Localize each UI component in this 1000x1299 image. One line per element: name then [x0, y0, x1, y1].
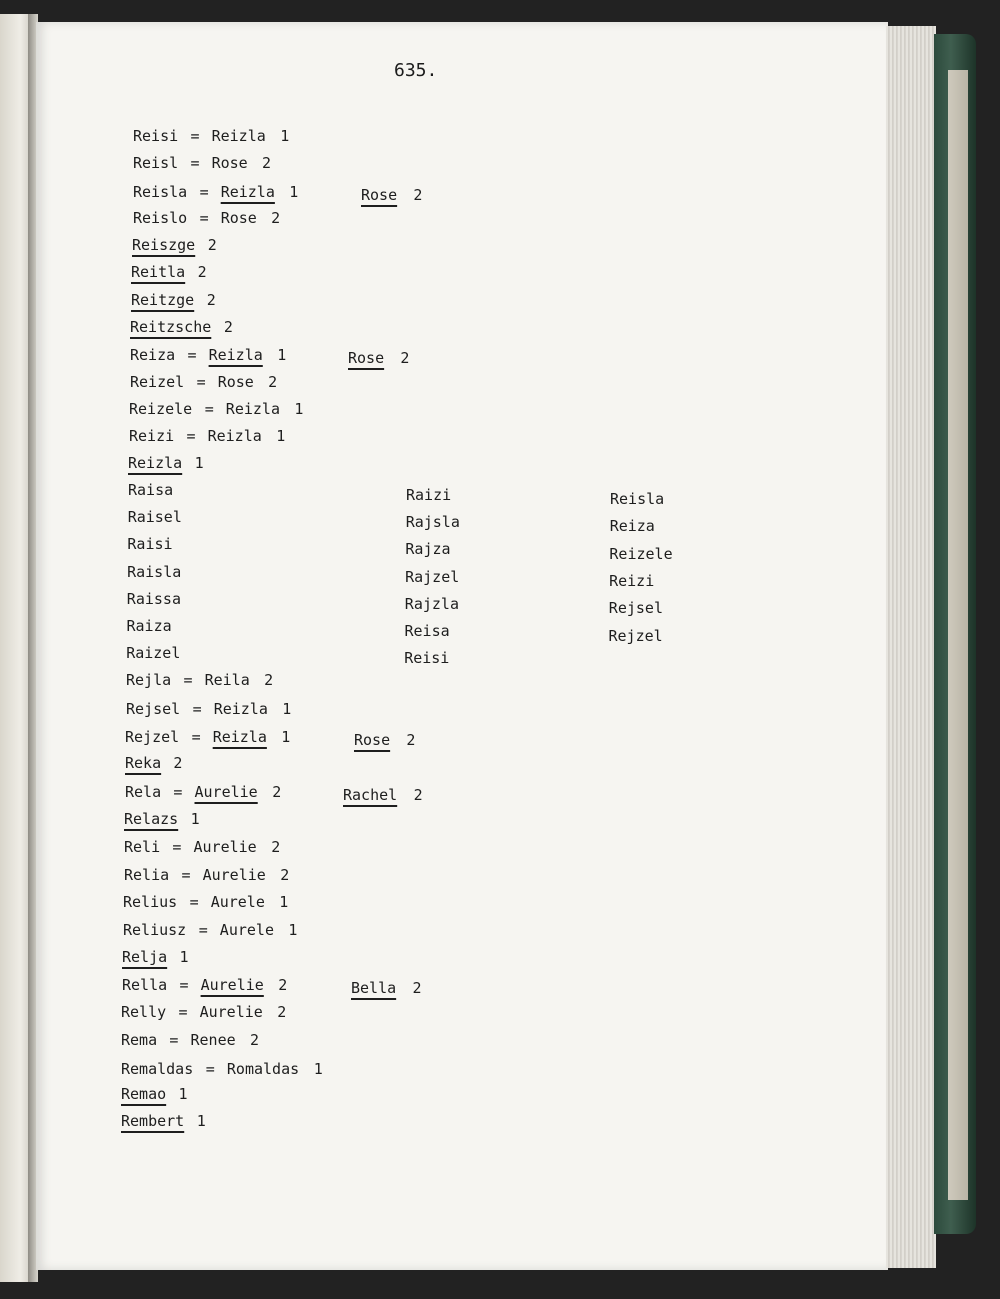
entry-reference: Rose [211, 154, 248, 172]
entry-alt [351, 978, 471, 1000]
entry-name: Relius [123, 893, 178, 911]
variant-name: Rejzel [608, 626, 663, 645]
entry-count: 2 [271, 209, 281, 227]
entry-count: 2 [264, 671, 274, 689]
entry-name: Reizi [129, 427, 175, 445]
entry-name: Relja [122, 948, 168, 966]
entry-reference: Reizla [211, 127, 266, 145]
entry-count: 2 [206, 291, 216, 309]
entry-reference: Renee [190, 1031, 236, 1049]
variant-name: Raizel [126, 644, 181, 663]
entry-alt-name: Rose [354, 731, 391, 749]
variant-name: Reizele [609, 544, 673, 563]
entry-name: Rembert [121, 1112, 185, 1130]
page-number: 635. [394, 60, 438, 81]
equals-sign: = [204, 400, 214, 418]
variant-name: Raisla [127, 562, 182, 581]
entry-name: Reliusz [123, 921, 187, 939]
equals-sign: = [191, 728, 201, 746]
entry-alt-count: 2 [400, 349, 410, 367]
entry-reference: Aurelie [193, 838, 257, 856]
entry-line [121, 1059, 441, 1081]
entry-name: Reli [124, 838, 161, 856]
equals-sign: = [181, 866, 191, 884]
entry-line [121, 1030, 441, 1052]
equals-sign: = [192, 700, 202, 718]
equals-sign: = [205, 1060, 215, 1078]
entry-line [132, 235, 452, 257]
entry-reference: Reizla [207, 427, 262, 445]
entry-count: 2 [268, 373, 278, 391]
entry-line [129, 426, 449, 448]
entry-line [129, 399, 449, 421]
entry-line [133, 126, 453, 148]
entry-count: 2 [271, 838, 281, 856]
entry-count: 1 [279, 893, 289, 911]
equals-sign: = [169, 1031, 179, 1049]
equals-sign: = [187, 346, 197, 364]
entry-line [125, 753, 445, 775]
entry-count: 2 [223, 318, 233, 336]
entry-reference: Romaldas [226, 1060, 300, 1078]
entry-line [123, 892, 443, 914]
entry-count: 2 [197, 263, 207, 281]
variant-name: Rejsel [608, 599, 663, 618]
entry-name: Rema [121, 1031, 158, 1049]
entry-count: 1 [276, 427, 286, 445]
variant-name: Rajzel [405, 567, 460, 586]
entry-line [123, 920, 443, 942]
entry-count: 1 [281, 728, 291, 746]
entry-line [122, 947, 442, 969]
entry-reference: Reizla [212, 728, 267, 746]
entry-reference: Rose [217, 373, 254, 391]
entry-line [131, 262, 451, 284]
entry-count: 1 [289, 183, 299, 201]
variant-name: Rajsla [405, 513, 460, 532]
variant-name: Raiza [126, 617, 172, 635]
entry-name: Reislo [133, 209, 188, 227]
entry-name: Reitzsche [130, 318, 212, 336]
entry-name: Relia [124, 866, 170, 884]
entry-reference: Aurele [219, 921, 274, 939]
entry-line [124, 865, 444, 887]
entry-alt-name: Rachel [343, 786, 398, 804]
entry-count: 1 [282, 700, 292, 718]
entry-line [131, 290, 451, 312]
entry-reference: Aurelie [200, 976, 264, 994]
entry-name: Reka [125, 754, 162, 772]
entry-count: 1 [288, 921, 298, 939]
equals-sign: = [199, 183, 209, 201]
entry-alt-count: 2 [413, 186, 423, 204]
entry-reference: Rose [220, 209, 257, 227]
entry-count: 1 [179, 948, 189, 966]
equals-sign: = [183, 671, 193, 689]
entry-count: 2 [272, 783, 282, 801]
entry-alt-name: Rose [348, 349, 385, 367]
entry-line [126, 670, 446, 692]
variant-name: Raisa [128, 481, 174, 499]
equals-sign: = [186, 427, 196, 445]
variant-name: Reiza [609, 517, 655, 536]
entry-name: Reisla [133, 183, 188, 201]
entry-reference: Aurelie [202, 866, 266, 884]
entry-name: Reisi [133, 127, 179, 145]
entry-alt [343, 785, 463, 807]
variant-name: Rajza [405, 540, 451, 559]
entry-count: 2 [250, 1031, 260, 1049]
entry-line [124, 809, 444, 831]
entry-name: Relly [121, 1003, 167, 1021]
equals-sign: = [173, 783, 183, 801]
entry-name: Reisl [133, 154, 179, 172]
entry-count: 2 [278, 976, 288, 994]
entry-alt-count: 2 [413, 786, 423, 804]
entry-count: 1 [178, 1085, 188, 1103]
entry-reference: Reila [204, 671, 250, 689]
variant-name: Reisa [404, 622, 450, 640]
entry-count: 2 [173, 754, 183, 772]
variant-name: Rajzla [404, 594, 459, 613]
entry-name: Reitzge [131, 291, 195, 309]
entry-reference: Aurelie [194, 783, 258, 801]
entry-line [124, 837, 444, 859]
entry-alt [354, 730, 474, 752]
entry-alt [348, 348, 468, 370]
entry-name: Reiszge [132, 236, 196, 254]
equals-sign: = [172, 838, 182, 856]
entry-count: 1 [313, 1060, 323, 1078]
entry-alt-count: 2 [412, 979, 422, 997]
entry-line [126, 699, 446, 721]
cover-board-edge [948, 70, 968, 1200]
entry-name: Reitla [131, 263, 186, 281]
entry-count: 2 [277, 1003, 287, 1021]
entry-count: 1 [196, 1112, 206, 1130]
equals-sign: = [178, 1003, 188, 1021]
entry-line [130, 372, 450, 394]
entry-alt-name: Bella [351, 979, 397, 997]
entry-line [121, 1002, 441, 1024]
entry-count: 1 [277, 346, 287, 364]
equals-sign: = [199, 209, 209, 227]
variant-name: Raisel [127, 508, 182, 527]
equals-sign: = [190, 127, 200, 145]
entry-name: Reizele [129, 400, 193, 418]
entry-name: Reizla [128, 454, 183, 472]
entry-reference: Aurele [210, 893, 265, 911]
entry-count: 1 [280, 127, 290, 145]
entry-reference: Reizla [220, 183, 275, 201]
entry-line [121, 1084, 441, 1106]
variant-name: Raissa [126, 589, 181, 608]
equals-sign: = [179, 976, 189, 994]
entry-reference: Reizla [213, 700, 268, 718]
variant-name: Raisi [127, 535, 173, 554]
page-stack-edges [886, 26, 936, 1268]
entry-name: Relazs [124, 810, 179, 828]
entry-count: 1 [190, 810, 200, 828]
entry-count: 2 [280, 866, 290, 884]
equals-sign: = [190, 154, 200, 172]
entry-name: Rejzel [125, 728, 180, 746]
entry-count: 2 [207, 236, 217, 254]
equals-sign: = [198, 921, 208, 939]
entry-line [128, 453, 448, 475]
entry-alt-name: Rose [361, 186, 398, 204]
entry-count: 2 [262, 154, 272, 172]
entry-name: Rella [122, 976, 168, 994]
entry-name: Rejsel [126, 700, 181, 718]
entry-alt [361, 185, 481, 207]
entry-alt-count: 2 [406, 731, 416, 749]
entry-line [133, 208, 453, 230]
entry-name: Remao [121, 1085, 167, 1103]
entry-name: Reiza [130, 346, 176, 364]
equals-sign: = [189, 893, 199, 911]
entry-line [121, 1111, 441, 1133]
equals-sign: = [196, 373, 206, 391]
variant-name: Raizi [406, 486, 452, 504]
entry-name: Reizel [130, 373, 185, 391]
entry-name: Rela [125, 783, 162, 801]
variant-name: Reisla [610, 490, 665, 508]
entry-line [130, 317, 450, 339]
entry-reference: Aurelie [199, 1003, 263, 1021]
entry-count: 1 [294, 400, 304, 418]
variant-name: Reizi [609, 571, 655, 590]
entry-count: 1 [194, 454, 204, 472]
entry-reference: Reizla [225, 400, 280, 418]
entry-name: Rejla [126, 671, 172, 689]
entry-reference: Reizla [208, 346, 263, 364]
entry-line [133, 153, 453, 175]
variant-name: Reisi [404, 649, 450, 668]
entry-name: Remaldas [121, 1060, 194, 1078]
